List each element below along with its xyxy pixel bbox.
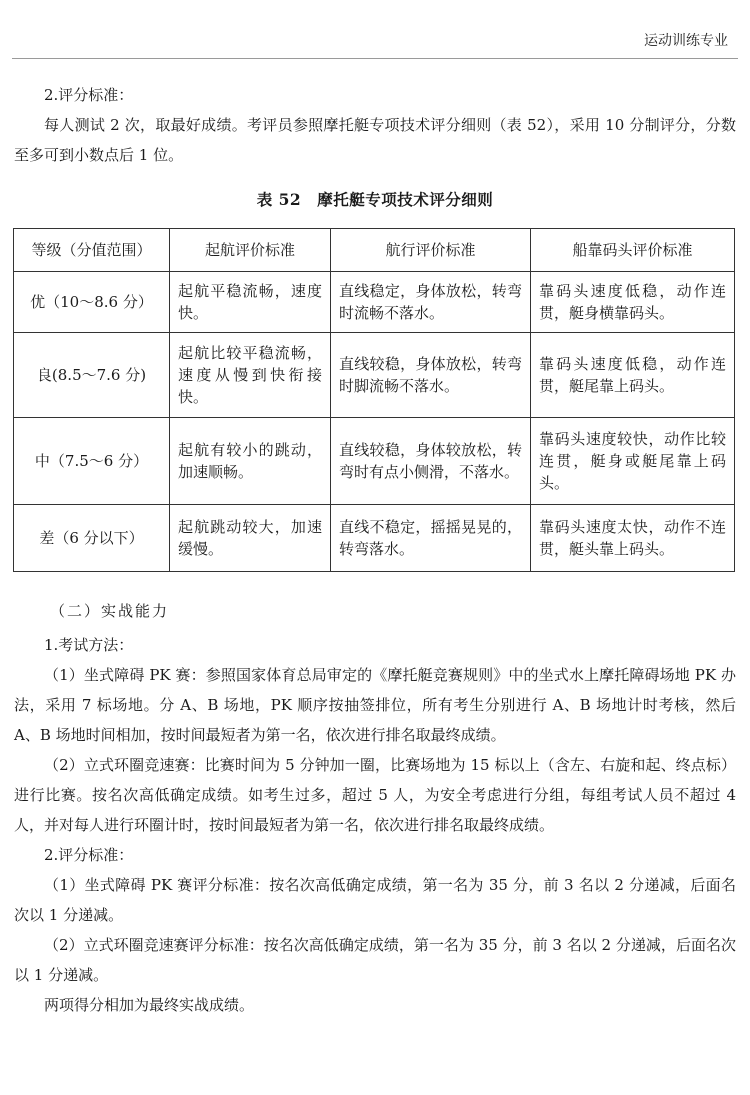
table-row <box>14 418 735 505</box>
cell-grade: 差（6 分以下） <box>14 505 170 572</box>
intro-paragraph: 每人测试 2 次，取最好成绩。考评员参照摩托艇专项技术评分细则（表 52），采用 10 分制评分，分数至多可到小数点后 1 位。 <box>14 116 736 164</box>
header-rule <box>12 58 738 59</box>
intro-heading: 2.评分标准： <box>44 86 134 104</box>
header-grade: 等级（分值范围） <box>14 229 170 272</box>
score-paragraph-2: （2）立式环圈竞速赛评分标准：按名次高低确定成绩，第一名为 35 分，前 3 名以 2 分递减，后面名次以 1 分递减。 <box>14 936 736 984</box>
cell-start: 起航平稳流畅，速度快。 <box>170 272 331 333</box>
header-docking: 船靠码头评价标准 <box>531 229 735 272</box>
scoring-table <box>13 228 735 572</box>
score-heading: 2.评分标准： <box>44 846 134 864</box>
table-row <box>14 272 735 333</box>
cell-docking: 靠码头速度低稳，动作连贯，艇尾靠上码头。 <box>531 333 735 418</box>
cell-start: 起航比较平稳流畅，速度从慢到快衔接快。 <box>170 333 331 418</box>
table-header-row <box>14 229 735 272</box>
cell-grade: 良(8.5～7.6 分) <box>14 333 170 418</box>
intro-section <box>14 80 736 170</box>
practical-section <box>14 630 736 1020</box>
method-paragraph-1: （1）坐式障碍 PK 赛：参照国家体育总局审定的《摩托艇竞赛规则》中的坐式水上摩托障碍场地 PK 办法，采用 7 标场地。分 A、B 场地，PK 顺序按抽签排位，所有考生分别进行 A、B 场地计时考核，然后 A、B 场地时间相加，按时间最短者为第一名，依次进行排名取最终成绩。 <box>14 666 736 744</box>
header-start: 起航评价标准 <box>170 229 331 272</box>
section-title: （二）实战能力 <box>50 602 170 620</box>
method-paragraph-2: （2）立式环圈竞速赛：比赛时间为 5 分钟加一圈，比赛场地为 15 标以上（含左、右旋和起、终点标）进行比赛。按名次高低确定成绩。如考生过多，超过 5 人，为安全考虑进行分组，每组考试人员不超过 4 人，并对每人进行环圈计时，按时间最短者为第一名，依次进行排名取最终成绩。 <box>14 756 736 834</box>
score-paragraph-1: （1）坐式障碍 PK 赛评分标准：按名次高低确定成绩，第一名为 35 分，前 3 名以 2 分递减，后面名次以 1 分递减。 <box>14 876 736 924</box>
cell-sailing: 直线较稳，身体较放松，转弯时有点小侧滑，不落水。 <box>331 418 531 505</box>
cell-grade: 中（7.5～6 分） <box>14 418 170 505</box>
table-caption-title: 摩托艇专项技术评分细则 <box>317 190 494 209</box>
table-row <box>14 333 735 418</box>
cell-start: 起航跳动较大，加速缓慢。 <box>170 505 331 572</box>
table-caption-number: 表 52 <box>256 190 302 209</box>
method-heading: 1.考试方法： <box>44 636 134 654</box>
cell-sailing: 直线稳定，身体放松，转弯时流畅不落水。 <box>331 272 531 333</box>
cell-docking: 靠码头速度低稳，动作连贯，艇身横靠码头。 <box>531 272 735 333</box>
table-row <box>14 505 735 572</box>
header-sailing: 航行评价标准 <box>331 229 531 272</box>
cell-start: 起航有较小的跳动，加速顺畅。 <box>170 418 331 505</box>
conclusion-paragraph: 两项得分相加为最终实战成绩。 <box>44 996 255 1014</box>
cell-grade: 优（10～8.6 分） <box>14 272 170 333</box>
cell-docking: 靠码头速度较快，动作比较连贯，艇身或艇尾靠上码头。 <box>531 418 735 505</box>
table-caption <box>0 187 750 213</box>
running-head: 运动训练专业 <box>644 33 728 49</box>
cell-sailing: 直线不稳定，摇摇晃晃的，转弯落水。 <box>331 505 531 572</box>
cell-sailing: 直线较稳，身体放松，转弯时脚流畅不落水。 <box>331 333 531 418</box>
cell-docking: 靠码头速度太快，动作不连贯，艇头靠上码头。 <box>531 505 735 572</box>
